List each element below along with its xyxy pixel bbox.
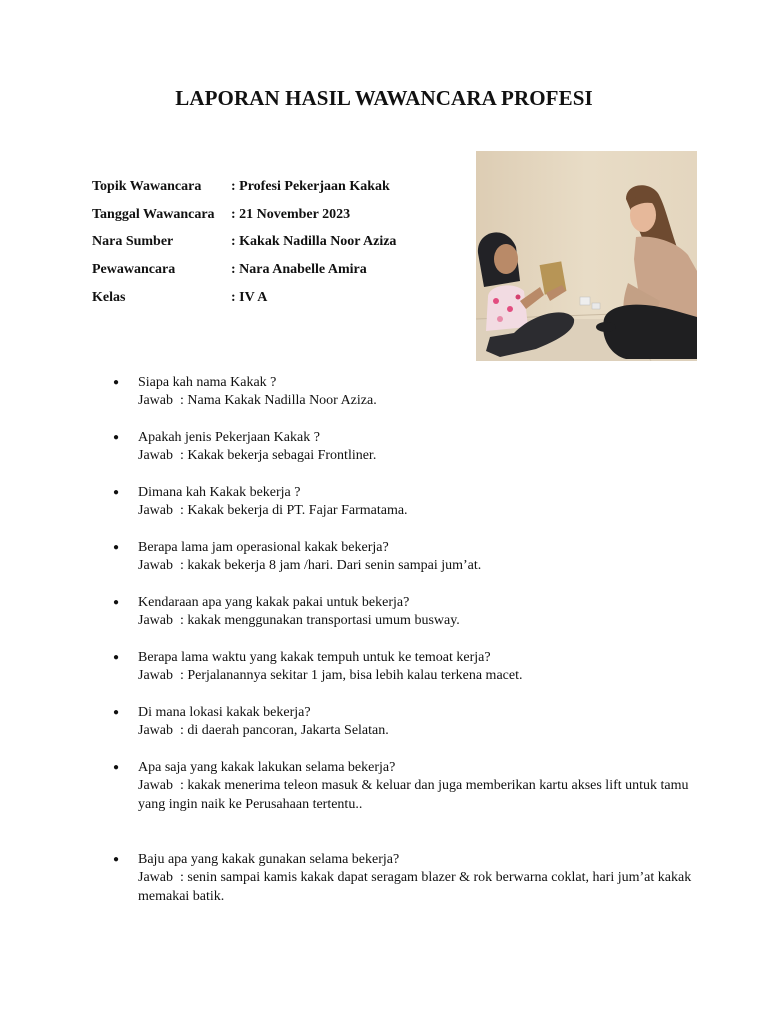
- qa-item: [113, 704, 693, 741]
- answer-text: kakak menggunakan transportasi umum busway.: [187, 613, 460, 629]
- qa-item: [113, 374, 693, 411]
- qa-item: [113, 759, 693, 814]
- interview-photo: [476, 151, 697, 361]
- qa-list: [113, 374, 693, 924]
- answer-prefix: Jawab :: [138, 723, 188, 739]
- answer-text: di daerah pancoran, Jakarta Selatan.: [187, 723, 389, 739]
- answer-text: Nama Kakak Nadilla Noor Aziza.: [187, 393, 377, 409]
- info-label: Tanggal Wawancara: [92, 206, 215, 222]
- info-label: Topik Wawancara: [92, 179, 202, 194]
- answer-prefix: Jawab :: [138, 778, 188, 794]
- info-row-source: [92, 232, 396, 260]
- answer-text: senin sampai kamis kakak dapat seragam blazer & rok berwarna coklat, hari jum’at kakak memakai batik.: [138, 870, 692, 904]
- bullet-icon: ●: [113, 707, 120, 718]
- bullet-icon: ●: [113, 762, 120, 773]
- qa-item: [113, 649, 693, 686]
- question-text: Berapa lama jam operasional kakak bekerja?: [138, 540, 389, 555]
- info-row-class: [92, 288, 396, 316]
- question-text: Di mana lokasi kakak bekerja?: [138, 705, 311, 720]
- answer-prefix: Jawab :: [138, 393, 188, 409]
- answer-text: Kakak bekerja di PT. Fajar Farmatama.: [187, 503, 408, 519]
- info-row-interviewer: [92, 260, 396, 288]
- answer-prefix: Jawab :: [138, 448, 188, 464]
- question-text: Siapa kah nama Kakak ?: [138, 375, 277, 390]
- question-text: Apa saja yang kakak lakukan selama bekerja?: [138, 760, 396, 775]
- answer-line: [138, 722, 693, 740]
- document-title: LAPORAN HASIL WAWANCARA PROFESI: [175, 86, 593, 110]
- qa-item: [113, 539, 693, 576]
- bullet-icon: ●: [113, 542, 120, 553]
- info-label: Kelas: [92, 289, 126, 305]
- answer-line: [138, 557, 693, 575]
- answer-line: [138, 777, 693, 814]
- bullet-icon: ●: [113, 432, 120, 443]
- bullet-icon: ●: [113, 377, 120, 388]
- answer-prefix: Jawab :: [138, 613, 188, 629]
- question-text: Apakah jenis Pekerjaan Kakak ?: [138, 430, 320, 445]
- info-value: : IV A: [231, 289, 268, 305]
- answer-line: [138, 869, 693, 906]
- info-value: : Nara Anabelle Amira: [231, 262, 367, 278]
- answer-text: Kakak bekerja sebagai Frontliner.: [187, 448, 377, 464]
- bullet-icon: ●: [113, 597, 120, 608]
- info-label: Pewawancara: [92, 262, 176, 278]
- question-text: Berapa lama waktu yang kakak tempuh untuk ke temoat kerja?: [138, 650, 491, 665]
- interview-info: [92, 177, 396, 315]
- bullet-icon: ●: [113, 652, 120, 663]
- question-text: Baju apa yang kakak gunakan selama bekerja?: [138, 851, 400, 867]
- answer-prefix: Jawab :: [138, 558, 188, 574]
- info-label: Nara Sumber: [92, 234, 174, 250]
- qa-item: [113, 851, 693, 906]
- answer-prefix: Jawab :: [138, 870, 188, 886]
- qa-item: [113, 429, 693, 466]
- qa-item: [113, 484, 693, 521]
- answer-line: [138, 502, 693, 520]
- info-row-date: [92, 205, 396, 233]
- answer-text: Perjalanannya sekitar 1 jam, bisa lebih kalau terkena macet.: [187, 668, 523, 684]
- answer-prefix: Jawab :: [138, 503, 188, 519]
- answer-text: kakak bekerja 8 jam /hari. Dari senin sampai jum’at.: [187, 558, 482, 574]
- info-value: : Kakak Nadilla Noor Aziza: [231, 234, 397, 250]
- answer-prefix: Jawab :: [138, 668, 188, 684]
- info-value: : 21 November 2023: [231, 206, 351, 222]
- answer-line: [138, 667, 693, 685]
- answer-text: kakak menerima teleon masuk & keluar dan juga memberikan kartu akses lift untuk tamu yang ingin naik ke Perusahaan tertentu..: [138, 778, 689, 812]
- qa-item: [113, 594, 693, 631]
- bullet-icon: ●: [113, 487, 120, 498]
- answer-line: [138, 447, 693, 465]
- bullet-icon: ●: [113, 853, 120, 865]
- info-row-topic: [92, 177, 396, 205]
- answer-line: [138, 392, 693, 410]
- info-value: : Profesi Pekerjaan Kakak: [231, 179, 390, 194]
- answer-line: [138, 612, 693, 630]
- question-text: Dimana kah Kakak bekerja ?: [138, 485, 301, 500]
- question-text: Kendaraan apa yang kakak pakai untuk bekerja?: [138, 595, 410, 610]
